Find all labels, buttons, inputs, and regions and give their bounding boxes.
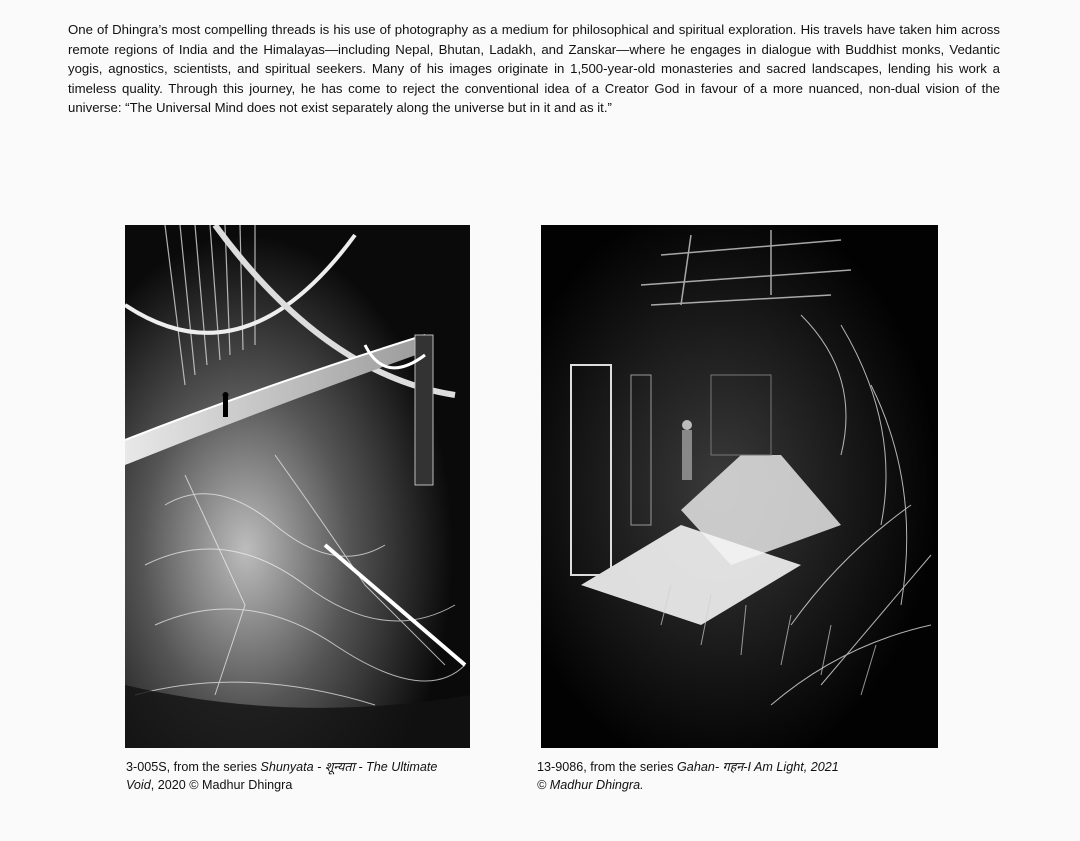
caption-from-text: , from the series (583, 760, 678, 774)
caption-from-text: , from the series (166, 760, 261, 774)
figure-caption-bridge (126, 758, 466, 794)
photo-corridor (541, 225, 938, 748)
figure-caption-corridor (537, 758, 937, 794)
series-title: Gahan- गहन-I Am Light, 2021 (677, 760, 839, 774)
copyright-credit: © Madhur Dhingra. (537, 778, 644, 792)
intro-paragraph: One of Dhingra’s most compelling threads is his use of photography as a medium for philosophical and spiritual exploration. His travels have taken him across remote regions of India and the Himalayas—including Nepal, Bhutan, Ladakh, and Zanskar—where he engages in dialogue with Buddhist monks, Vedantic yogis, agnostics, scientists, and spiritual seekers. Many of his images originate in 1,500-year-old monasteries and sacred landscapes, lending his work a timeless quality. Through this journey, he has come to reject the conventional idea of a Creator God in favour of a more nuanced, non-dual vision of the universe: “The Universal Mind does not exist separately along the universe but in it and as it.” (68, 22, 1000, 116)
figure-corridor (537, 225, 938, 794)
artwork-code: 13-9086 (537, 760, 584, 774)
year-credit: , 2020 © Madhur Dhingra (150, 778, 293, 792)
figure-bridge (125, 225, 470, 794)
artwork-code: 3-005S (126, 760, 167, 774)
series-title: Shunyata - शून्यता - The Ultimate Void (126, 760, 438, 792)
photo-bridge (125, 225, 470, 748)
